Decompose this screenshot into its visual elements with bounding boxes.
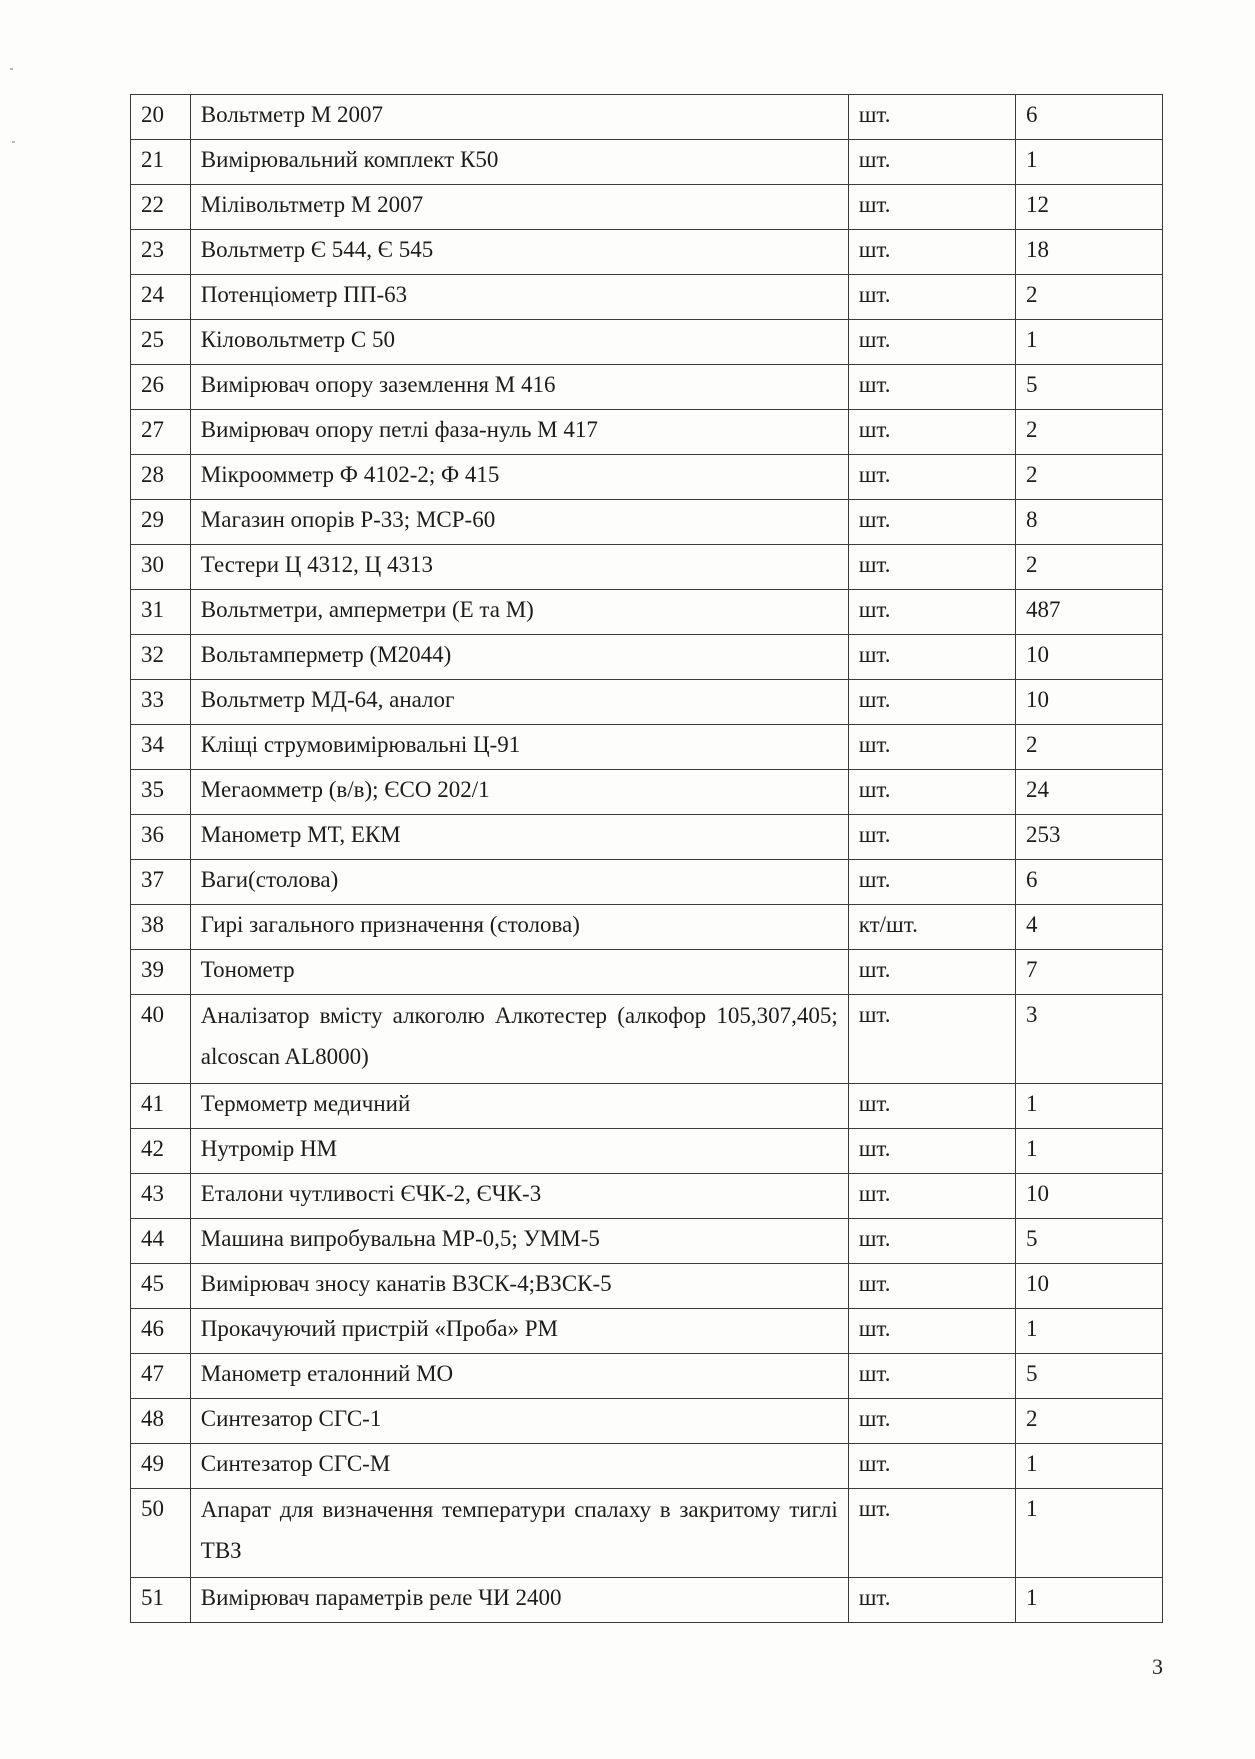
item-quantity: 8 — [1015, 500, 1162, 545]
item-unit: шт. — [848, 185, 1015, 230]
row-number: 32 — [131, 635, 191, 680]
item-quantity: 253 — [1015, 815, 1162, 860]
item-unit: шт. — [848, 365, 1015, 410]
item-name: Мілівольтметр М 2007 — [190, 185, 848, 230]
table-row — [131, 860, 1163, 905]
item-unit: шт. — [848, 275, 1015, 320]
item-unit: шт. — [848, 230, 1015, 275]
item-quantity: 2 — [1015, 725, 1162, 770]
item-quantity: 3 — [1015, 995, 1162, 1084]
row-number: 23 — [131, 230, 191, 275]
row-number: 24 — [131, 275, 191, 320]
item-name: Тестери Ц 4312, Ц 4313 — [190, 545, 848, 590]
item-quantity: 1 — [1015, 1084, 1162, 1129]
row-number: 34 — [131, 725, 191, 770]
item-name: Кліщі струмовимірювальні Ц-91 — [190, 725, 848, 770]
table-row — [131, 455, 1163, 500]
equipment-table-body — [131, 95, 1163, 1623]
item-name: Аналізатор вмісту алкоголю Алкотестер (алкофор 105,307,405; alcoscan AL8000) — [190, 995, 848, 1084]
item-name: Еталони чутливості ЄЧК-2, ЄЧК-3 — [190, 1174, 848, 1219]
item-name: Тонометр — [190, 950, 848, 995]
row-number: 28 — [131, 455, 191, 500]
item-unit: шт. — [848, 815, 1015, 860]
row-number: 43 — [131, 1174, 191, 1219]
item-quantity: 487 — [1015, 590, 1162, 635]
item-name: Синтезатор СГС-1 — [190, 1399, 848, 1444]
row-number: 29 — [131, 500, 191, 545]
row-number: 21 — [131, 140, 191, 185]
item-quantity: 18 — [1015, 230, 1162, 275]
item-name: Ваги(столова) — [190, 860, 848, 905]
scan-speck — [12, 141, 15, 143]
item-name: Апарат для визначення температури спалаху в закритому тиглі ТВЗ — [190, 1489, 848, 1578]
table-row — [131, 545, 1163, 590]
table-row — [131, 365, 1163, 410]
table-row — [131, 320, 1163, 365]
row-number: 51 — [131, 1578, 191, 1623]
row-number: 25 — [131, 320, 191, 365]
item-name: Прокачуючий пристрій «Проба» РМ — [190, 1309, 848, 1354]
item-unit: шт. — [848, 1578, 1015, 1623]
row-number: 45 — [131, 1264, 191, 1309]
item-unit: шт. — [848, 1129, 1015, 1174]
table-row — [131, 1264, 1163, 1309]
item-quantity: 10 — [1015, 1264, 1162, 1309]
item-quantity: 1 — [1015, 1309, 1162, 1354]
item-name: Манометр еталонний МО — [190, 1354, 848, 1399]
table-row — [131, 1578, 1163, 1623]
table-row — [131, 680, 1163, 725]
item-unit: шт. — [848, 320, 1015, 365]
item-unit: шт. — [848, 635, 1015, 680]
item-name: Вимірювач опору заземлення М 416 — [190, 365, 848, 410]
table-row — [131, 275, 1163, 320]
row-number: 20 — [131, 95, 191, 140]
item-quantity: 12 — [1015, 185, 1162, 230]
item-quantity: 10 — [1015, 1174, 1162, 1219]
table-row — [131, 770, 1163, 815]
item-unit: шт. — [848, 410, 1015, 455]
item-unit: шт. — [848, 1489, 1015, 1578]
item-quantity: 24 — [1015, 770, 1162, 815]
row-number: 42 — [131, 1129, 191, 1174]
row-number: 31 — [131, 590, 191, 635]
item-name: Вольтамперметр (М2044) — [190, 635, 848, 680]
item-unit: шт. — [848, 1399, 1015, 1444]
item-quantity: 4 — [1015, 905, 1162, 950]
table-row — [131, 1444, 1163, 1489]
table-row — [131, 500, 1163, 545]
table-row — [131, 1354, 1163, 1399]
item-quantity: 6 — [1015, 860, 1162, 905]
item-name: Вимірювач зносу канатів ВЗСК-4;ВЗСК-5 — [190, 1264, 848, 1309]
item-quantity: 5 — [1015, 1219, 1162, 1264]
table-row — [131, 950, 1163, 995]
item-unit: шт. — [848, 725, 1015, 770]
table-row — [131, 1174, 1163, 1219]
item-quantity: 1 — [1015, 140, 1162, 185]
equipment-table — [130, 94, 1163, 1623]
item-quantity: 1 — [1015, 1578, 1162, 1623]
item-name: Машина випробувальна МР-0,5; УММ-5 — [190, 1219, 848, 1264]
item-name: Манометр МТ, ЕКМ — [190, 815, 848, 860]
table-row — [131, 1219, 1163, 1264]
item-quantity: 2 — [1015, 410, 1162, 455]
item-name: Вольтметр М 2007 — [190, 95, 848, 140]
item-quantity: 6 — [1015, 95, 1162, 140]
table-row — [131, 1309, 1163, 1354]
item-unit: шт. — [848, 1444, 1015, 1489]
table-row — [131, 230, 1163, 275]
table-row — [131, 1489, 1163, 1578]
table-row — [131, 140, 1163, 185]
row-number: 39 — [131, 950, 191, 995]
row-number: 47 — [131, 1354, 191, 1399]
item-quantity: 5 — [1015, 365, 1162, 410]
item-name: Вольтметр Є 544, Є 545 — [190, 230, 848, 275]
row-number: 49 — [131, 1444, 191, 1489]
scan-speck — [10, 68, 13, 70]
item-name: Вимірювач параметрів реле ЧИ 2400 — [190, 1578, 848, 1623]
table-row — [131, 95, 1163, 140]
item-unit: шт. — [848, 860, 1015, 905]
item-unit: шт. — [848, 95, 1015, 140]
item-unit: шт. — [848, 545, 1015, 590]
item-quantity: 2 — [1015, 545, 1162, 590]
item-unit: шт. — [848, 500, 1015, 545]
item-unit: шт. — [848, 140, 1015, 185]
item-quantity: 10 — [1015, 635, 1162, 680]
item-name: Вимірювач опору петлі фаза-нуль М 417 — [190, 410, 848, 455]
item-name: Мікроомметр Ф 4102-2; Ф 415 — [190, 455, 848, 500]
item-unit: шт. — [848, 1354, 1015, 1399]
table-row — [131, 1399, 1163, 1444]
page-number: 3 — [1152, 1654, 1163, 1679]
table-row — [131, 635, 1163, 680]
row-number: 35 — [131, 770, 191, 815]
item-unit: шт. — [848, 1219, 1015, 1264]
row-number: 22 — [131, 185, 191, 230]
item-quantity: 10 — [1015, 680, 1162, 725]
item-name: Вольтметри, амперметри (Е та М) — [190, 590, 848, 635]
item-unit: шт. — [848, 1174, 1015, 1219]
item-name: Нутромір НМ — [190, 1129, 848, 1174]
row-number: 41 — [131, 1084, 191, 1129]
row-number: 40 — [131, 995, 191, 1084]
item-name: Потенціометр ПП-63 — [190, 275, 848, 320]
item-name: Термометр медичний — [190, 1084, 848, 1129]
table-row — [131, 995, 1163, 1084]
item-name: Кіловольтметр С 50 — [190, 320, 848, 365]
item-unit: шт. — [848, 770, 1015, 815]
row-number: 33 — [131, 680, 191, 725]
item-quantity: 2 — [1015, 1399, 1162, 1444]
item-name: Мегаомметр (в/в); ЄСО 202/1 — [190, 770, 848, 815]
row-number: 46 — [131, 1309, 191, 1354]
item-unit: шт. — [848, 1309, 1015, 1354]
item-unit: шт. — [848, 995, 1015, 1084]
item-unit: шт. — [848, 680, 1015, 725]
table-row — [131, 725, 1163, 770]
item-quantity: 7 — [1015, 950, 1162, 995]
item-name: Вольтметр МД-64, аналог — [190, 680, 848, 725]
row-number: 48 — [131, 1399, 191, 1444]
item-quantity: 2 — [1015, 455, 1162, 500]
table-row — [131, 185, 1163, 230]
table-row — [131, 1084, 1163, 1129]
item-unit: шт. — [848, 1264, 1015, 1309]
item-unit: кт/шт. — [848, 905, 1015, 950]
item-quantity: 1 — [1015, 1489, 1162, 1578]
item-name: Синтезатор СГС-М — [190, 1444, 848, 1489]
item-quantity: 1 — [1015, 1129, 1162, 1174]
table-row — [131, 590, 1163, 635]
item-unit: шт. — [848, 455, 1015, 500]
row-number: 37 — [131, 860, 191, 905]
row-number: 50 — [131, 1489, 191, 1578]
item-name: Магазин опорів Р-33; МСР-60 — [190, 500, 848, 545]
item-unit: шт. — [848, 1084, 1015, 1129]
item-unit: шт. — [848, 590, 1015, 635]
item-unit: шт. — [848, 950, 1015, 995]
row-number: 27 — [131, 410, 191, 455]
table-row — [131, 905, 1163, 950]
table-row — [131, 410, 1163, 455]
item-name: Гирі загального призначення (столова) — [190, 905, 848, 950]
row-number: 44 — [131, 1219, 191, 1264]
row-number: 38 — [131, 905, 191, 950]
row-number: 36 — [131, 815, 191, 860]
table-row — [131, 1129, 1163, 1174]
table-row — [131, 815, 1163, 860]
row-number: 26 — [131, 365, 191, 410]
row-number: 30 — [131, 545, 191, 590]
item-quantity: 2 — [1015, 275, 1162, 320]
item-quantity: 1 — [1015, 1444, 1162, 1489]
item-quantity: 5 — [1015, 1354, 1162, 1399]
item-name: Вимірювальний комплект К50 — [190, 140, 848, 185]
item-quantity: 1 — [1015, 320, 1162, 365]
